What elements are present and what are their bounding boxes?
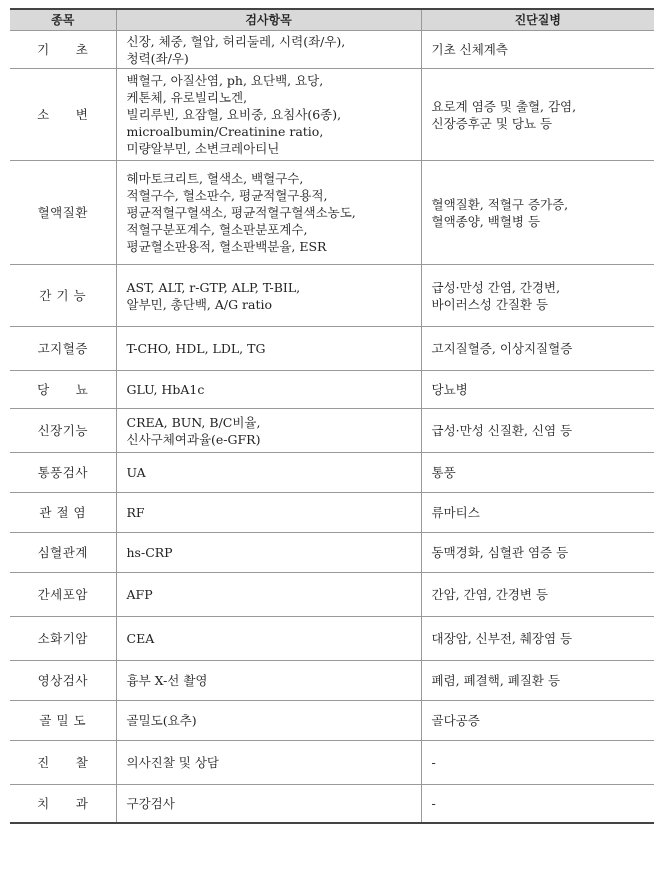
test-item-line: 의사진찰 및 상담 [126,755,219,770]
disease-line: 바이러스성 간질환 등 [431,296,549,312]
table-body [10,31,654,823]
disease-line: 류마티스 [431,505,480,520]
disease-line: 급성·만성 신질환, 신염 등 [431,423,573,438]
table-row [10,533,654,573]
test-item-line: 미량알부민, 소변크레아티닌 [126,141,280,156]
test-item-line: 적혈구분포계수, 혈소판분포계수, [126,222,308,237]
test-item-line: 알부민, 총단백, A/G ratio [126,296,273,312]
table-row [10,741,654,785]
test-items-cell [116,453,421,493]
table-row [10,265,654,327]
test-items-cell [116,701,421,741]
test-item-line: 백혈구, 아질산염, ph, 요단백, 요당, [126,73,324,88]
test-item-line: CREA, BUN, B/C비율, [126,414,261,430]
test-item-line: 청력(좌/우) [126,50,189,66]
test-items-cell [116,533,421,573]
header-test-items: 검사항목 [116,9,421,31]
table-row [10,31,654,69]
test-item-line: 빌리루빈, 요잠혈, 요비중, 요침사(6종), [126,107,342,122]
table-row [10,617,654,661]
table-row [10,661,654,701]
test-item-line: 평균혈소판용적, 혈소판백분율, ESR [126,239,327,254]
test-item-line: 적혈구수, 혈소판수, 평균적혈구용적, [126,188,328,203]
category-cell: 치 과 [10,785,116,823]
test-items-cell [116,327,421,371]
table-header-row [10,9,654,31]
test-items-cell [116,265,421,327]
table-row [10,493,654,533]
disease-cell [421,701,654,741]
disease-cell [421,69,654,161]
table-row [10,785,654,823]
disease-line: 요로계 염증 및 출혈, 감염, [431,98,577,114]
test-items-cell [116,493,421,533]
disease-line: 혈액종양, 백혈병 등 [431,213,541,229]
disease-line: 통풍 [431,465,456,480]
disease-line: 혈액질환, 적혈구 증가증, [431,196,569,212]
test-items-cell [116,31,421,69]
disease-cell [421,617,654,661]
test-items-cell [116,661,421,701]
test-item-line: GLU, HbA1c [126,382,205,397]
disease-line: - [431,755,436,770]
test-item-line: AFP [126,587,153,602]
test-items-cell [116,573,421,617]
test-item-line: 골밀도(요추) [126,713,197,728]
test-item-line: 구강검사 [126,795,175,811]
test-item-line: 평균적혈구혈색소, 평균적혈구혈색소농도, [126,205,356,220]
disease-line: 고지질혈증, 이상지질혈증 [431,341,573,356]
test-item-line: RF [126,505,145,520]
test-items-cell [116,741,421,785]
test-items-cell [116,409,421,453]
table-row [10,701,654,741]
disease-cell [421,533,654,573]
test-item-line: 흉부 X-선 촬영 [126,673,208,688]
disease-line: 당뇨병 [431,382,468,397]
table-row [10,409,654,453]
disease-line: 골다공증 [431,713,480,728]
disease-cell [421,265,654,327]
test-items-cell [116,617,421,661]
test-item-line: T-CHO, HDL, LDL, TG [126,341,266,356]
table-row [10,371,654,409]
category-cell: 영상검사 [10,661,116,701]
test-items-cell [116,161,421,265]
category-cell: 소 변 [10,69,116,161]
category-cell: 통풍검사 [10,453,116,493]
category-cell: 당 뇨 [10,371,116,409]
disease-cell [421,453,654,493]
disease-line: 기초 신체계측 [431,42,508,57]
test-item-line: microalbumin/Creatinine ratio, [126,124,324,139]
disease-line: 신장증후군 및 당뇨 등 [431,115,553,131]
test-item-line: 신장, 체중, 혈압, 허리둘레, 시력(좌/우), [126,33,346,49]
category-cell: 간세포암 [10,573,116,617]
test-item-line: 신사구체여과율(e-GFR) [126,431,261,447]
disease-cell [421,661,654,701]
disease-line: 대장암, 신부전, 췌장염 등 [431,631,573,646]
test-item-line: AST, ALT, r-GTP, ALP, T-BIL, [126,279,301,295]
table-row [10,573,654,617]
header-category: 종목 [10,9,116,31]
category-cell: 고지혈증 [10,327,116,371]
disease-cell [421,741,654,785]
category-cell: 신장기능 [10,409,116,453]
disease-cell [421,573,654,617]
header-diagnosed-diseases: 진단질병 [421,9,654,31]
health-checkup-table [10,8,654,824]
category-cell: 간 기 능 [10,265,116,327]
category-cell: 진 찰 [10,741,116,785]
test-item-line: 케톤체, 유로빌리노겐, [126,90,248,105]
category-cell: 관 절 염 [10,493,116,533]
test-items-cell [116,69,421,161]
disease-cell [421,493,654,533]
table-row [10,161,654,265]
disease-cell [421,371,654,409]
test-items-cell [116,371,421,409]
disease-cell [421,409,654,453]
table-row [10,69,654,161]
category-cell: 심혈관계 [10,533,116,573]
test-item-line: CEA [126,631,155,646]
test-item-line: hs-CRP [126,545,173,560]
category-cell: 골 밀 도 [10,701,116,741]
test-item-line: 헤마토크리트, 혈색소, 백혈구수, [126,171,304,186]
disease-line: 간암, 간염, 간경변 등 [431,587,548,602]
test-item-line: UA [126,465,146,480]
disease-cell [421,161,654,265]
table-row [10,327,654,371]
disease-cell [421,327,654,371]
disease-cell [421,31,654,69]
category-cell: 혈액질환 [10,161,116,265]
table-row [10,453,654,493]
category-cell: 소화기암 [10,617,116,661]
disease-line: 폐렴, 폐결핵, 폐질환 등 [431,673,561,688]
disease-line: - [431,795,436,811]
disease-line: 동맥경화, 심혈관 염증 등 [431,545,569,560]
category-cell: 기 초 [10,31,116,69]
test-items-cell [116,785,421,823]
disease-line: 급성·만성 간염, 간경변, [431,279,561,295]
disease-cell [421,785,654,823]
